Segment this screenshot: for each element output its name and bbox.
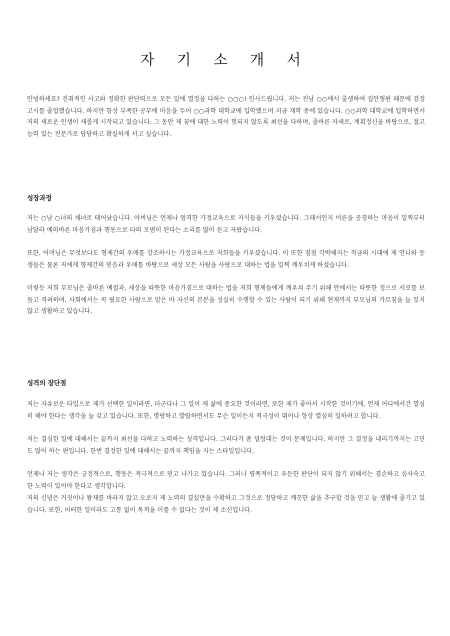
growth-paragraph-3: 이렇듯 저희 부모님은 졸바른 예절과, 세상을 따뜻한 마음가짐으로 대하는 법을 저희 형제들에게 깨우쳐 주기 위해 안에서는 따뜻한 정으로 서로를 보듬고 격려하며, 사회에서는 꼭 필요한 사람으로 맡은 바 자신의 본분을 성실히 수행할 수 있는 사람이 되기 위해 현재까지 부모님의 가르침을 늘 잊지 않고 생활하고 있습니다. [27, 285, 425, 316]
document-title: 자 기 소 개 서 [140, 53, 310, 69]
intro-paragraph: 안녕하세요? 진취적인 사고와 정확한 판단력으로 모든 일에 열정을 다하는 ○○○! 인사드립니다. 저는 전남 ○○에서 출생하여 집안형편 때문에 검정고시를 졸업했습니다. 하지만 항상 부족한 공부에 마음을 두어 ○○과학 대학교에 입학했으며 지금 재학 중에 있습니다. ○○과학 대학교에 입학하면서 저의 새로운 인생이 새롭게 시작되고 있습니다. 그 동안 제 꿈에 대한 노력이 헛되지 않도록 최선을 다하며, 졸바른 자세로, 계획정신을 바탕으로, 절고 능력 있는 전문가로 당당하고 확실하게 서고 싶습니다. [27, 96, 425, 138]
personality-paragraph-1: 저는 자유로운 타입으로 제가 선택한 일이라면, 더군다나 그 일이 제 삶에 중요한 것이라면, 또한 제가 좋아서 시작한 것이기에, 언제 어디에서건 열심히 해야 한다는 생각을 늘 갖고 있습니다. 또한, 명랑하고 발랄하면서도 무슨 일이든지 적극성이 뛰어나 항상 열심히 일하려고 합니다. [27, 401, 425, 420]
growth-paragraph-1: 저는 ○남 ○녀의 채녀로 태어났습니다. 아버님은 언제나 엄격한 가정교육으로 자식들을 키우셨습니다. 그래서인지 어른을 공경하는 마음이 일찍부터 남달라 예의바른 마음가짐과 행동으로 타의 모범이 된다는 소리를 많이 듣고 자랐습니다. [27, 215, 425, 234]
section-heading-personality: 성격의 장단점 [27, 379, 67, 387]
section-heading-growth: 성장과정 [27, 194, 52, 202]
personality-paragraph-2: 저는 결심한 일에 대해서는 끝까지 최선을 다하고 노력하는 성격입니다. 그러다가 좀 덜렁대는 것이 문제입니다. 하지만 그 결정을 내리기까지는 고민도 많이 하는 편입니다. 한번 결정한 일에 대해서는 끝까지 책임을 지는 스타일입니다. [27, 436, 425, 455]
growth-paragraph-2: 또한, 어머님은 무엇보다도 형제간의 우애를 강조하시는 가정교육으로 저희들을 키우셨습니다. 이 또한 점점 각박해지는 작금의 시대에 제 언니와 동생들은 물론 저에게 형제간의 믿음과 우애를 바탕으로 세상 모든 사람을 사랑으로 대하는 법을 일찍 깨우치게 하셨습니다. [27, 250, 425, 269]
personality-paragraph-4: 저의 신념은 거짓이나 왕재를 바라지 않고 오로지 제 노력의 결실만을 수확하고 그것으로 정당하고 깨끗한 삶을 추구할 것을 믿고 늘 생활에 졸기고 있습니다. 또한, 어떠한 일이라도 고통 없이 목적을 이룰 수 없다는 것이 제 소신입니다. [27, 495, 425, 514]
personality-paragraph-3: 언제나 저는 생각은 긍정적으로, 행동은 적극적으로 믿고 나가고 있습니다. 그러나 평폭적이고 우둔한 판단이 되지 않기 위해서는 겸손하고 심사숙고한 노력이 있어야 한다고 생각합니다. [27, 471, 425, 490]
